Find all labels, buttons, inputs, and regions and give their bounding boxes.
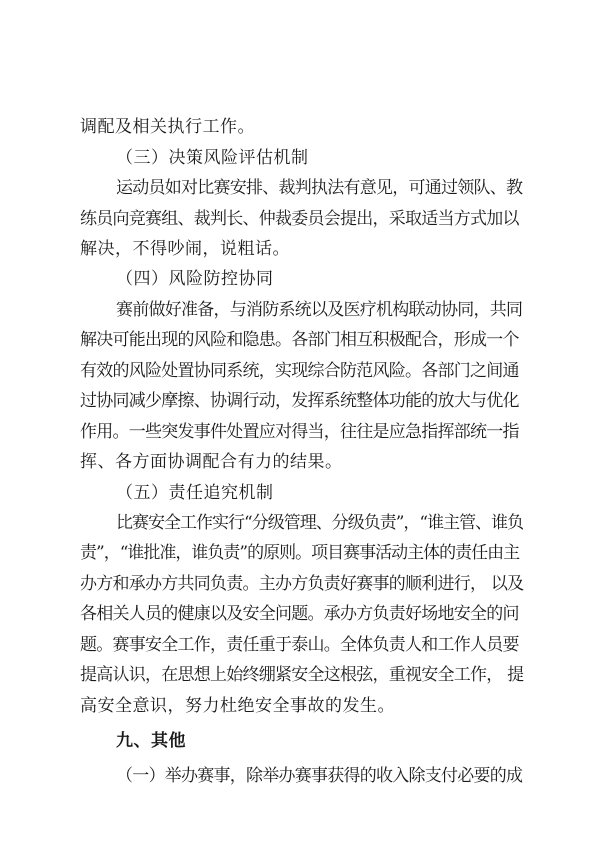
paragraph-line: 过协同减少摩擦、协调行动，发挥系统整体功能的放大与优化 [80,391,519,411]
paragraph-line: 作用。一些突发事件处置应对得当，往往是应急指挥部统一指 [80,422,519,442]
section-heading: （四）风险防控协同 [116,269,274,289]
paragraph-line: 各相关人员的健康以及安全问题。承办方负责好场地安全的问 [80,604,519,624]
paragraph-line: 赛前做好准备，与消防系统以及医疗机构联动协同，共同 [116,300,523,320]
paragraph-line: 办方和承办方共同负责。主办方负责好赛事的顺利进行， 以及 [80,574,524,594]
paragraph-line: 解决，不得吵闹，说粗话。 [80,239,290,259]
paragraph-line: 高安全意识，努力杜绝安全事故的发生。 [80,696,395,716]
section-heading: （三）决策风险评估机制 [116,148,309,168]
paragraph-line: 责”，“谁批准，谁负责”的原则。项目赛事活动主体的责任由主 [80,543,520,563]
paragraph-line: 解决可能出现的风险和隐患。各部门相互积极配合，形成一个 [80,330,519,350]
paragraph-line: 挥、各方面协调配合有力的结果。 [80,452,343,472]
paragraph-line: 提高认识，在思想上始终绷紧安全这根弦，重视安全工作， 提 [80,665,524,685]
paragraph-line: 运动员如对比赛安排、裁判执法有意见，可通过领队、教 [116,178,523,198]
paragraph-line: 比赛安全工作实行“分级管理、分级负责”，“谁主管、谁负 [116,513,524,533]
section-heading: （五）责任追究机制 [116,483,274,503]
paragraph-line: 练员向竞赛组、裁判长、仲裁委员会提出，采取适当方式加以 [80,209,519,229]
paragraph-line: 题。赛事安全工作，责任重于泰山。全体负责人和工作人员要 [80,635,519,655]
paragraph-line: 有效的风险处置协同系统，实现综合防范风险。各部门之间通 [80,361,519,381]
paragraph-line: （一）举办赛事，除举办赛事获得的收入除支付必要的成 [116,766,523,786]
chapter-heading: 九、其他 [116,731,186,751]
paragraph-line: 调配及相关执行工作。 [80,117,255,137]
